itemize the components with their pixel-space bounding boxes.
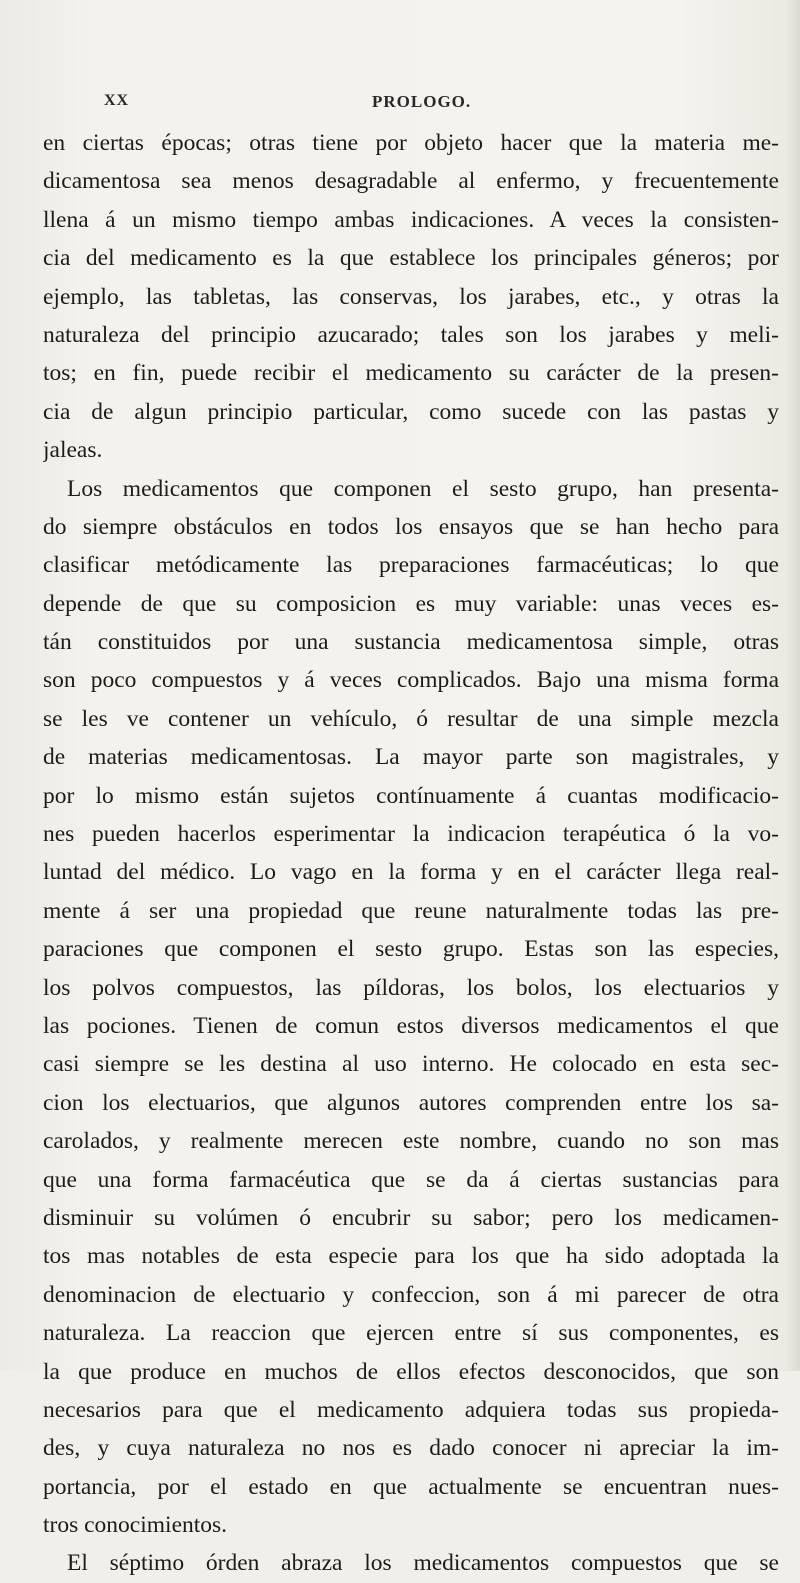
text-line: mente á ser una propiedad que reune naturalmente todas las pre-	[43, 897, 779, 924]
text-line: que una forma farmacéutica que se da á ciertas sustancias para	[43, 1166, 779, 1193]
page-header	[0, 92, 800, 114]
text-line: nes pueden hacerlos esperimentar la indicacion terapéutica ó la vo-	[43, 821, 779, 848]
text-line: la que produce en muchos de ellos efectos desconocidos, que son	[43, 1358, 779, 1385]
text-line: dicamentosa sea menos desagradable al enfermo, y frecuentemente	[43, 168, 779, 195]
text-line: casi siempre se les destina al uso interno. He colocado en esta sec-	[43, 1051, 779, 1078]
text-line: son poco compuestos y á veces complicados. Bajo una misma forma	[43, 667, 779, 694]
text-line: disminuir su volúmen ó encubrir su sabor; pero los medicamen-	[43, 1204, 779, 1231]
text-line: cia del medicamento es la que establece los principales géneros; por	[43, 245, 779, 272]
text-line: se les ve contener un vehículo, ó resultar de una simple mezcla	[43, 705, 779, 732]
text-line: tos; en fin, puede recibir el medicamento su carácter de la presen-	[43, 360, 779, 387]
text-line: los polvos compuestos, las píldoras, los bolos, los electuarios y	[43, 974, 779, 1001]
text-line: llena á un mismo tiempo ambas indicaciones. A veces la consisten-	[43, 206, 779, 233]
text-line: denominacion de electuario y confeccion, son á mi parecer de otra	[43, 1281, 779, 1308]
text-line: portancia, por el estado en que actualmente se encuentran nues-	[43, 1473, 779, 1500]
running-title: PROLOGO.	[372, 92, 472, 111]
text-line: cion los electuarios, que algunos autores comprenden entre los sa-	[43, 1089, 779, 1116]
text-line: tros conocimientos.	[43, 1512, 228, 1539]
text-line: jaleas.	[43, 437, 103, 464]
page-number: XX	[104, 92, 130, 109]
text-line: naturaleza. La reaccion que ejercen entre sí sus componentes, es	[43, 1320, 779, 1347]
text-line: tán constituidos por una sustancia medicamentosa simple, otras	[43, 629, 779, 656]
text-line: ejemplo, las tabletas, las conservas, los jarabes, etc., y otras la	[43, 283, 779, 310]
text-line: El séptimo órden abraza los medicamentos compuestos que se	[67, 1550, 779, 1577]
text-line: por lo mismo están sujetos contínuamente á cuantas modificacio-	[43, 782, 779, 809]
text-line: clasificar metódicamente las preparaciones farmacéuticas; lo que	[43, 552, 779, 579]
text-line: las pociones. Tienen de comun estos diversos medicamentos el que	[43, 1012, 779, 1039]
body-text	[43, 124, 779, 1583]
text-line: de materias medicamentosas. La mayor parte son magistrales, y	[43, 744, 779, 771]
text-line: carolados, y realmente merecen este nombre, cuando no son mas	[43, 1128, 779, 1155]
text-line: depende de que su composicion es muy variable: unas veces es-	[43, 590, 779, 617]
text-line: paraciones que componen el sesto grupo. Estas son las especies,	[43, 936, 779, 963]
text-line: cia de algun principio particular, como sucede con las pastas y	[43, 398, 779, 425]
text-line: necesarios para que el medicamento adquiera todas sus propieda-	[43, 1396, 779, 1423]
text-line: tos mas notables de esta especie para los que ha sido adoptada la	[43, 1243, 779, 1270]
text-line: en ciertas épocas; otras tiene por objeto hacer que la materia me-	[43, 130, 779, 156]
text-line: luntad del médico. Lo vago en la forma y en el carácter llega real-	[43, 859, 779, 886]
text-line: naturaleza del principio azucarado; tales son los jarabes y meli-	[43, 321, 779, 348]
text-line: do siempre obstáculos en todos los ensayos que se han hecho para	[43, 513, 779, 540]
page-edge-shadow	[786, 0, 800, 1371]
text-line: Los medicamentos que componen el sesto grupo, han presenta-	[67, 475, 779, 502]
text-line: des, y cuya naturaleza no nos es dado conocer ni apreciar la im-	[43, 1435, 779, 1462]
